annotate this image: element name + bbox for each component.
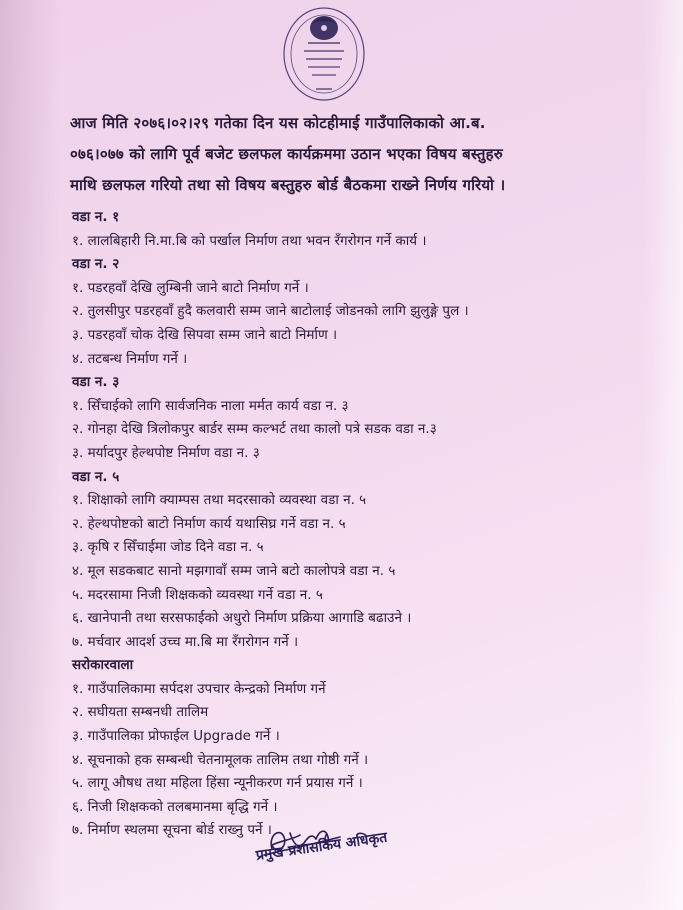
list-item: २. सघीयता सम्बनधी तालिम (72, 704, 209, 721)
section-title: वडा न. १ (72, 209, 120, 225)
page-highlight (643, 0, 683, 910)
list-item: २. हेल्थपोष्टको बाटो निर्माण कार्य यथासिघ्र गर्ने वडा न. ५ (72, 515, 346, 532)
decision-list (72, 206, 632, 843)
section-title: सरोकारवाला (72, 657, 134, 674)
list-item: ४. सूचनाको हक सम्बन्धी चेतनामूलक तालिम तथा गोष्ठी गर्ने । (72, 751, 369, 768)
list-item: ६. खानेपानी तथा सरसफाईको अधुरो निर्माण प्रक्रिया आगाडि बढाउने । (72, 610, 412, 627)
header-line: आज मिति २०७६।०२।२९ गतेका दिन यस कोटहीमाई गाउँपालिकाको आ.ब. (70, 114, 486, 132)
list-item: ५. मदरसामा निजी शिक्षकको व्यवस्था गर्ने वडा न. ५ (72, 586, 323, 603)
list-item: १. लालबिहारी नि.मा.बि को पर्खाल निर्माण तथा भवन रँगरोगन गर्ने कार्य । (72, 232, 427, 249)
list-item: ३. मर्यादपुर हेल्थपोष्ट निर्माण वडा न. ३ (72, 444, 260, 461)
section-title: वडा न. ५ (72, 468, 120, 485)
list-item: ४. मूल सडकबाट सानो मझगावाँ सम्म जाने बटो कालोपत्रे वडा न. ५ (72, 562, 396, 579)
list-item: १. पडरहवाँ देखि लुम्बिनी जाने बाटो निर्माण गर्ने । (72, 279, 309, 296)
list-item: ३. पडरहवाँ चोक देखि सिपवा सम्म जाने बाटो निर्माण । (72, 326, 338, 343)
list-item: ३. कृषि र सिँचाईमा जोड दिने वडा न. ५ (72, 539, 264, 556)
header-line: ०७६।०७७ को लागि पूर्व बजेट छलफल कार्यक्रममा उठान भएका विषय बस्तुहरु (70, 145, 503, 163)
list-item: ४. तटबन्ध निर्माण गर्ने । (72, 350, 188, 367)
resolution-header (70, 108, 626, 201)
ward-section-5 (72, 466, 632, 655)
list-item: १. सिँचाईको लागि सार्वजनिक नाला मर्मत कार्य वडा न. ३ (72, 397, 349, 414)
ward-section-2 (72, 253, 632, 371)
list-item: ६. निजी शिक्षकको तलबमानमा बृद्धि गर्ने । (72, 798, 278, 815)
section-title: वडा न. २ (72, 256, 120, 273)
list-item: ५. लागू औषध तथा महिला हिंसा न्यूनीकरण गर्न प्रयास गर्ने । (72, 775, 363, 792)
list-item: ३. गाउँपालिका प्रोफाईल Upgrade गर्ने । (72, 728, 280, 745)
list-item: २. तुलसीपुर पडरहवाँ हुदै कलवारी सम्म जाने बाटोलाई जोडनको लागि झुलुङ्गे पुल । (72, 303, 469, 320)
signatory-title: प्रमुख प्रशासकिय अधिकृत (254, 829, 389, 864)
list-item: ७. मर्चवार आदर्श उच्च मा.बि मा रँगरोगन गर्ने । (72, 633, 299, 650)
list-item: ७. निर्माण स्थलमा सूचना बोर्ड राख्नु पर्ने । (72, 822, 272, 839)
section-title: वडा न. ३ (72, 374, 120, 391)
header-line: माथि छलफल गरियो तथा सो विषय बस्तुहरु बोर्ड बैठकमा राख्ने निर्णय गरियो । (70, 176, 506, 194)
official-seal (278, 2, 370, 106)
page-shadow (0, 0, 60, 910)
list-item: १. शिक्षाको लागि क्याम्पस तथा मदरसाको व्यवस्था वडा न. ५ (72, 492, 367, 509)
list-item: २. गोनहा देखि त्रिलोकपुर बार्डर सम्म कल्भर्ट तथा कालो पत्रे सडक वडा न.३ (72, 421, 437, 438)
ward-section-1 (72, 206, 632, 253)
ward-section-3 (72, 371, 632, 465)
list-item: १. गाउँपालिकामा सर्पदश उपचार केन्द्रको निर्माण गर्ने (72, 680, 326, 697)
